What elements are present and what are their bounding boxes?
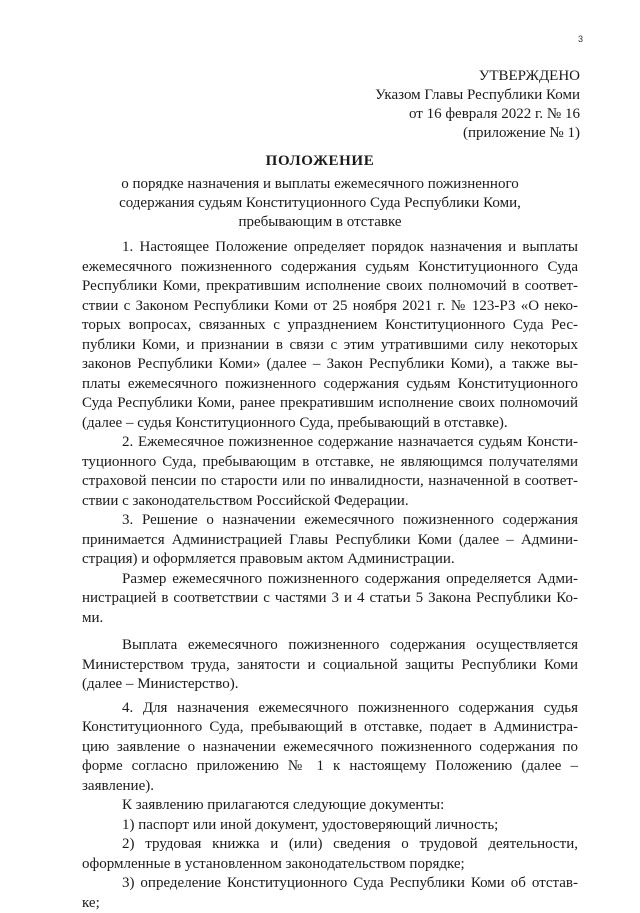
paragraph-1-line: (далее – судья Конституционного Суда, пребывающий в отставке). [82, 414, 578, 434]
paragraph-1-line: ствии с Законом Республики Коми от 25 ноября 2021 г. № 123-РЗ «О неко- [82, 297, 578, 317]
paragraph-4-line: заявление). [82, 777, 578, 797]
paragraph-2-line: 2. Ежемесячное пожизненное содержание назначается судьям Консти- [82, 433, 578, 453]
approval-annex: (приложение № 1) [330, 124, 580, 143]
approval-date: от 16 февраля 2022 г. № 16 [330, 105, 580, 124]
paragraph-size-line: нистрацией в соответствии с частями 3 и 4 статьи 5 Закона Республики Ко- [82, 589, 578, 609]
paragraph-3-line: страция) и оформляется правовым актом Администрации. [82, 550, 578, 570]
document-item-2-line: оформленные в установленном законодательством порядке; [82, 855, 578, 875]
paragraph-2-line: туционного Суда, пребывающим в отставке, не являющимся получателями [82, 453, 578, 473]
paragraph-1-line: публики Коми, и признании в связи с этим утратившими силу некоторых [82, 336, 578, 356]
subtitle-line: пребывающим в отставке [0, 213, 640, 232]
approval-heading: УТВЕРЖДЕНО [330, 67, 580, 86]
paragraph-1-line: 1. Настоящее Положение определяет порядок назначения и выплаты [82, 238, 578, 258]
page-number: 3 [578, 34, 583, 44]
paragraph-4-line: 4. Для назначения ежемесячного пожизненного содержания судья [82, 699, 578, 719]
paragraph-4-line: цию заявление о назначении ежемесячного пожизненного содержания по [82, 738, 578, 758]
paragraph-size-line: Размер ежемесячного пожизненного содержания определяется Адми- [82, 570, 578, 590]
paragraph-1-line: законов Республики Коми» (далее – Закон Республики Коми), а также вы- [82, 355, 578, 375]
paragraph-2-line: страховой пенсии по старости или по инвалидности, назначенной в соответ- [82, 472, 578, 492]
paragraph-4-line: Конституционного Суда, пребывающий в отставке, подает в Администра- [82, 718, 578, 738]
paragraph-1-line: Республики Коми, прекратившим исполнение своих полномочий в соответ- [82, 277, 578, 297]
paragraph-2-line: ствии с законодательством Российской Федерации. [82, 492, 578, 512]
paragraph-4-line: форме согласно приложению № 1 к настоящему Положению (далее – [82, 757, 578, 777]
document-title: ПОЛОЖЕНИЕ [0, 152, 640, 171]
paragraph-payment-line: Выплата ежемесячного пожизненного содержания осуществляется [82, 636, 578, 656]
document-subtitle [0, 175, 640, 232]
paragraph-1-line: ежемесячного пожизненного содержания судьям Конституционного Суда [82, 258, 578, 278]
paragraph-1-line: платы ежемесячного пожизненного содержания судьям Конституционного [82, 375, 578, 395]
document-body [82, 238, 578, 913]
paragraph-payment-line: (далее – Министерство). [82, 675, 578, 695]
paragraph-3-line: 3. Решение о назначении ежемесячного пожизненного содержания [82, 511, 578, 531]
document-item-1: 1) паспорт или иной документ, удостоверяющий личность; [82, 816, 578, 836]
paragraph-3-line: принимается Администрацией Главы Республики Коми (далее – Админи- [82, 531, 578, 551]
paragraph-size-line: ми. [82, 609, 578, 629]
document-item-3-line: ке; [82, 894, 578, 913]
paragraph-payment-line: Министерством труда, занятости и социальной защиты Республики Коми [82, 656, 578, 676]
subtitle-line: содержания судьям Конституционного Суда Республики Коми, [0, 194, 640, 213]
paragraph-1-line: Суда Республики Коми, ранее прекратившим исполнение своих полномочий [82, 394, 578, 414]
subtitle-line: о порядке назначения и выплаты ежемесячного пожизненного [0, 175, 640, 194]
document-item-2-line: 2) трудовая книжка и (или) сведения о трудовой деятельности, [82, 835, 578, 855]
document-item-3-line: 3) определение Конституционного Суда Республики Коми об отстав- [82, 874, 578, 894]
approval-stamp [330, 67, 580, 143]
approval-decree: Указом Главы Республики Коми [330, 86, 580, 105]
paragraph-1-line: торых вопросах, связанных с упразднением Конституционного Суда Рес- [82, 316, 578, 336]
documents-intro-line: К заявлению прилагаются следующие документы: [82, 796, 578, 816]
